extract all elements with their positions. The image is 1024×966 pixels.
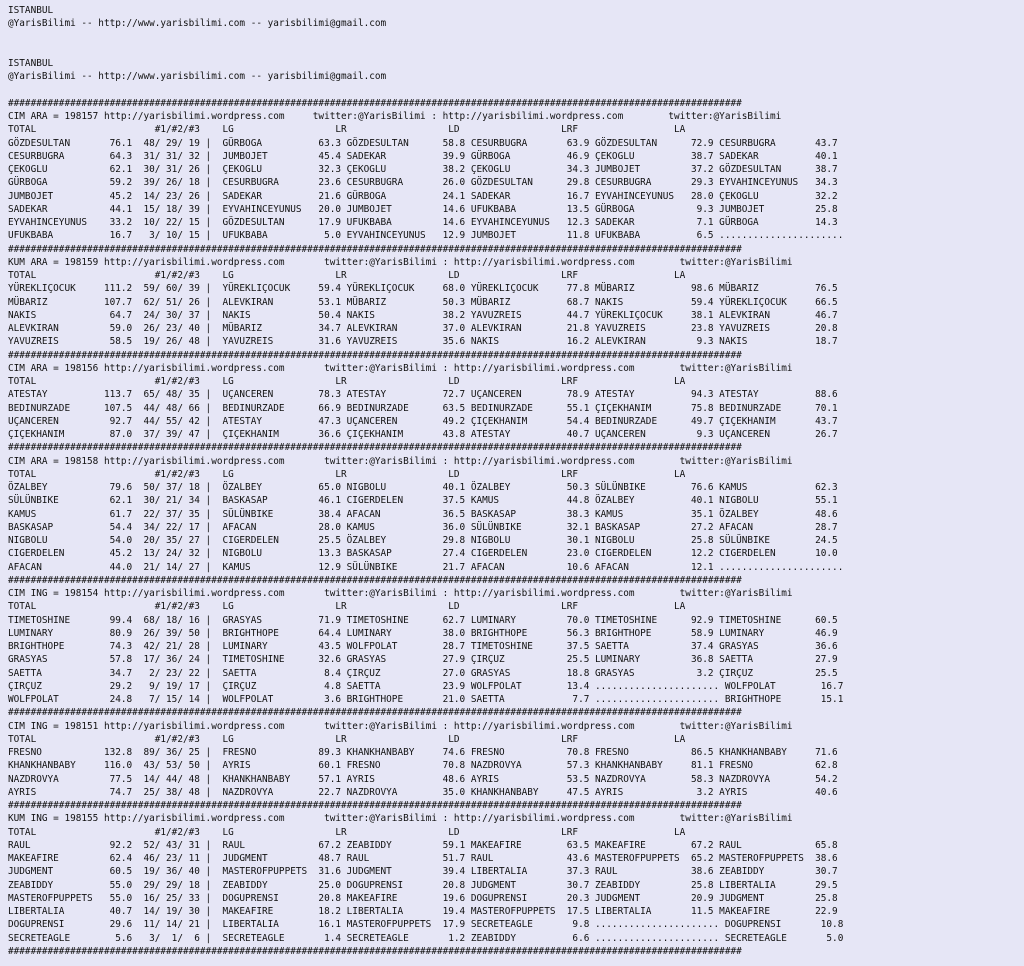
result-row: JUDGMENT 60.5 19/ 36/ 40 | MASTEROFPUPPETS 31.6 JUDGMENT 39.4 LIBERTALIA 37.3 RAUL 38.6 ZEABIDDY 30.7 [8,866,838,878]
race-title: KUM ARA = 198159 http://yarisbilimi.wordpress.com twitter:@YarisBilimi : http://yarisbilimi.wordpress.com twitter:@YarisBilimi [8,256,793,268]
result-row: WOLFPOLAT 24.8 7/ 15/ 14 | WOLFPOLAT 3.6 BRIGHTHOPE 21.0 SAETTA 7.7 ...................... BRIGHTHOPE 15.1 [8,694,844,705]
result-row: ÇIRÇUZ 29.2 9/ 19/ 17 | ÇIRÇUZ 4.8 SAETTA 23.9 WOLFPOLAT 13.4 ...................... WOLFPOLAT 16.7 [8,680,844,692]
result-row: GRASYAS 57.8 17/ 36/ 24 | TIMETOSHINE 32.6 GRASYAS 27.9 ÇIRÇUZ 25.5 LUMINARY 36.8 SAETTA 27.9 [8,654,838,666]
race-title: CIM ARA = 198158 http://yarisbilimi.wordpress.com twitter:@YarisBilimi : http://yarisbilimi.wordpress.com twitter:@YarisBilimi [8,455,793,467]
race-title: CIM ARA = 198156 http://yarisbilimi.wordpress.com twitter:@YarisBilimi : http://yarisbilimi.wordpress.com twitter:@YarisBilimi [8,362,793,374]
separator-line: ################################################################################################################################## [8,574,742,586]
result-row: SAETTA 34.7 2/ 23/ 22 | SAETTA 8.4 ÇIRÇUZ 27.0 GRASYAS 18.8 GRASYAS 3.2 ÇIRÇUZ 25.5 [8,667,838,679]
result-row: MAKEAFIRE 62.4 46/ 23/ 11 | JUDGMENT 48.7 RAUL 51.7 RAUL 43.6 MASTEROFPUPPETS 65.2 MASTEROFPUPPETS 38.6 [8,853,838,864]
result-row: BRIGHTHOPE 74.3 42/ 21/ 28 | LUMINARY 43.5 WOLFPOLAT 28.7 TIMETOSHINE 37.5 SAETTA 37.4 GRASYAS 36.6 [8,641,838,652]
column-header: TOTAL #1/#2/#3 LG LR LD LRF LA [8,124,686,136]
column-header: TOTAL #1/#2/#3 LG LR LD LRF LA [8,270,686,281]
result-row: GÖZDESULTAN 76.1 48/ 29/ 19 | GÜRBOGA 63.3 GÖZDESULTAN 58.8 CESURBUGRA 63.9 GÖZDESULTAN 72.9 CESURBUGRA 43.7 [8,137,838,149]
result-row: KHANKHANBABY 116.0 43/ 53/ 50 | AYRIS 60.1 FRESNO 70.8 NAZDROVYA 57.3 KHANKHANBABY 81.1 FRESNO 62.8 [8,760,838,772]
result-row: ZEABIDDY 55.0 29/ 29/ 18 | ZEABIDDY 25.0 DOGUPRENSI 20.8 JUDGMENT 30.7 ZEABIDDY 25.8 LIBERTALIA 29.5 [8,879,838,891]
header-contact-repeat: @YarisBilimi -- http://www.yarisbilimi.com -- yarisbilimi@gmail.com [8,71,387,83]
separator-line: ################################################################################################################################## [8,800,742,811]
result-row: DOGUPRENSI 29.6 11/ 14/ 21 | LIBERTALIA 16.1 MASTEROFPUPPETS 17.9 SECRETEAGLE 9.8 ...................... DOGUPRENSI 10.8 [8,919,844,931]
race-title: KUM ING = 198155 http://yarisbilimi.wordpress.com twitter:@YarisBilimi : http://yarisbilimi.wordpress.com twitter:@YarisBilimi [8,813,793,825]
race-title: CIM ARA = 198157 http://yarisbilimi.wordpress.com twitter:@YarisBilimi : http://yarisbilimi.wordpress.com twitter:@YarisBilimi [8,111,782,122]
separator-line: ################################################################################################################################## [8,97,742,109]
result-row: RAUL 92.2 52/ 43/ 31 | RAUL 67.2 ZEABIDDY 59.1 MAKEAFIRE 63.5 MAKEAFIRE 67.2 RAUL 65.8 [8,839,838,851]
result-row: YAVUZREIS 58.5 19/ 26/ 48 | YAVUZREIS 31.6 YAVUZREIS 35.6 NAKIS 16.2 ALEVKIRAN 9.3 NAKIS 18.7 [8,336,838,348]
result-row: JUMBOJET 45.2 14/ 23/ 26 | SADEKAR 21.6 GÜRBOGA 24.1 SADEKAR 16.7 EYVAHINCEYUNUS 28.0 ÇEKOGLU 32.2 [8,190,838,202]
separator-line: ################################################################################################################################## [8,243,742,255]
result-row: GÜRBOGA 59.2 39/ 26/ 18 | CESURBUGRA 23.6 CESURBUGRA 26.0 GÖZDESULTAN 29.8 CESURBUGRA 29.3 EYVAHINCEYUNUS 34.3 [8,177,838,189]
column-header: TOTAL #1/#2/#3 LG LR LD LRF LA [8,826,686,838]
result-row: ALEVKIRAN 59.0 26/ 23/ 40 | MÜBARIZ 34.7 ALEVKIRAN 37.0 ALEVKIRAN 21.8 YAVUZREIS 23.8 YAVUZREIS 20.8 [8,323,838,334]
result-row: CESURBUGRA 64.3 31/ 31/ 32 | JUMBOJET 45.4 SADEKAR 39.9 GÜRBOGA 46.9 ÇEKOGLU 38.7 SADEKAR 40.1 [8,150,838,162]
separator-line: ################################################################################################################################## [8,945,742,957]
result-row: MÜBARIZ 107.7 62/ 51/ 26 | ALEVKIRAN 53.1 MÜBARIZ 50.3 MÜBARIZ 68.7 NAKIS 59.4 YÜREKLIÇOCUK 66.5 [8,296,838,308]
column-header: TOTAL #1/#2/#3 LG LR LD LRF LA [8,376,686,387]
result-row: ÇEKOGLU 62.1 30/ 31/ 26 | ÇEKOGLU 32.3 ÇEKOGLU 38.2 ÇEKOGLU 34.3 JUMBOJET 37.2 GÖZDESULTAN 38.7 [8,164,838,175]
result-row: MASTEROFPUPPETS 55.0 16/ 25/ 33 | DOGUPRENSI 20.8 MAKEAFIRE 19.6 DOGUPRENSI 20.3 JUDGMENT 20.9 JUDGMENT 25.8 [8,892,838,904]
result-row: SECRETEAGLE 5.6 3/ 1/ 6 | SECRETEAGLE 1.4 SECRETEAGLE 1.2 ZEABIDDY 6.6 ...................... SECRETEAGLE 5.0 [8,932,844,944]
result-row: UÇANCEREN 92.7 44/ 55/ 42 | ATESTAY 47.3 UÇANCEREN 49.2 ÇIÇEKHANIM 54.4 BEDINURZADE 49.7 ÇIÇEKHANIM 43.7 [8,415,838,427]
result-row: BEDINURZADE 107.5 44/ 48/ 66 | BEDINURZADE 66.9 BEDINURZADE 63.5 BEDINURZADE 55.1 ÇIÇEKHANIM 75.8 BEDINURZADE 70.1 [8,402,838,414]
result-row: ÇIÇEKHANIM 87.0 37/ 39/ 47 | ÇIÇEKHANIM 36.6 ÇIÇEKHANIM 43.8 ATESTAY 40.7 UÇANCEREN 9.3 UÇANCEREN 26.7 [8,429,838,440]
result-row: YÜREKLIÇOCUK 111.2 59/ 60/ 39 | YÜREKLIÇOCUK 59.4 YÜREKLIÇOCUK 68.0 YÜREKLIÇOCUK 77.8 MÜBARIZ 98.6 MÜBARIZ 76.5 [8,283,838,295]
result-row: BASKASAP 54.4 34/ 22/ 17 | AFACAN 28.0 KAMUS 36.0 SÜLÜNBIKE 32.1 BASKASAP 27.2 AFACAN 28.7 [8,521,838,533]
result-row: FRESNO 132.8 89/ 36/ 25 | FRESNO 89.3 KHANKHANBABY 74.6 FRESNO 70.8 FRESNO 86.5 KHANKHANBABY 71.6 [8,747,838,758]
result-row: ATESTAY 113.7 65/ 48/ 35 | UÇANCEREN 78.3 ATESTAY 72.7 UÇANCEREN 78.9 ATESTAY 94.3 ATESTAY 88.6 [8,389,838,401]
result-row: NIGBOLU 54.0 20/ 35/ 27 | CIGERDELEN 25.5 ÖZALBEY 29.8 NIGBOLU 30.1 NIGBOLU 25.8 SÜLÜNBIKE 24.5 [8,535,838,546]
result-row: EYVAHINCEYUNUS 33.2 10/ 22/ 15 | GÖZDESULTAN 17.9 UFUKBABA 14.6 EYVAHINCEYUNUS 12.3 SADEKAR 7.1 GÜRBOGA 14.3 [8,217,838,228]
column-header: TOTAL #1/#2/#3 LG LR LD LRF LA [8,733,686,745]
result-row: CIGERDELEN 45.2 13/ 24/ 32 | NIGBOLU 13.3 BASKASAP 27.4 CIGERDELEN 23.0 CIGERDELEN 12.2 CIGERDELEN 10.0 [8,548,838,560]
result-row: UFUKBABA 16.7 3/ 10/ 15 | UFUKBABA 5.0 EYVAHINCEYUNUS 12.9 JUMBOJET 11.8 UFUKBABA 6.5 ...................... [8,230,844,242]
result-row: ÖZALBEY 79.6 50/ 37/ 18 | ÖZALBEY 65.0 NIGBOLU 40.1 ÖZALBEY 50.3 SÜLÜNBIKE 76.6 KAMUS 62.3 [8,482,838,493]
header-city-repeat: ISTANBUL [8,58,54,69]
result-row: NAZDROVYA 77.5 14/ 44/ 48 | KHANKHANBABY 57.1 AYRIS 48.6 AYRIS 53.5 NAZDROVYA 58.3 NAZDROVYA 54.2 [8,773,838,785]
result-row: LIBERTALIA 40.7 14/ 19/ 30 | MAKEAFIRE 18.2 LIBERTALIA 19.4 MASTEROFPUPPETS 17.5 LIBERTALIA 11.5 MAKEAFIRE 22.9 [8,906,838,917]
result-row: NAKIS 64.7 24/ 30/ 37 | NAKIS 50.4 NAKIS 38.2 YAVUZREIS 44.7 YÜREKLIÇOCUK 38.1 ALEVKIRAN 46.7 [8,309,838,321]
race-tables [8,98,843,957]
result-row: AFACAN 44.0 21/ 14/ 27 | KAMUS 12.9 SÜLÜNBIKE 21.7 AFACAN 10.6 AFACAN 12.1 ...................... [8,561,844,573]
result-row: AYRIS 74.7 25/ 38/ 48 | NAZDROVYA 22.7 NAZDROVYA 35.0 KHANKHANBABY 47.5 AYRIS 3.2 AYRIS 40.6 [8,786,838,798]
result-row: KAMUS 61.7 22/ 37/ 35 | SÜLÜNBIKE 38.4 AFACAN 36.5 BASKASAP 38.3 KAMUS 35.1 ÖZALBEY 48.6 [8,508,838,520]
header-contact: @YarisBilimi -- http://www.yarisbilimi.com -- yarisbilimi@gmail.com [8,18,387,30]
result-row: LUMINARY 80.9 26/ 39/ 50 | BRIGHTHOPE 64.4 LUMINARY 38.0 BRIGHTHOPE 56.3 BRIGHTHOPE 58.9 LUMINARY 46.9 [8,627,838,639]
separator-line: ################################################################################################################################## [8,349,742,361]
result-row: SADEKAR 44.1 15/ 18/ 39 | EYVAHINCEYUNUS 20.0 JUMBOJET 14.6 UFUKBABA 13.5 GÜRBOGA 9.3 JUMBOJET 25.8 [8,203,838,215]
result-row: SÜLÜNBIKE 62.1 30/ 21/ 34 | BASKASAP 46.1 CIGERDELEN 37.5 KAMUS 44.8 ÖZALBEY 40.1 NIGBOLU 55.1 [8,495,838,507]
result-row: TIMETOSHINE 99.4 68/ 18/ 16 | GRASYAS 71.9 TIMETOSHINE 62.7 LUMINARY 70.0 TIMETOSHINE 92.9 TIMETOSHINE 60.5 [8,614,838,626]
column-header: TOTAL #1/#2/#3 LG LR LD LRF LA [8,601,686,613]
separator-line: ################################################################################################################################## [8,442,742,454]
column-header: TOTAL #1/#2/#3 LG LR LD LRF LA [8,468,686,480]
race-title: CIM ING = 198154 http://yarisbilimi.wordpress.com twitter:@YarisBilimi : http://yarisbilimi.wordpress.com twitter:@YarisBilimi [8,588,793,599]
header-city: ISTANBUL [8,5,54,16]
race-title: CIM ING = 198151 http://yarisbilimi.wordpress.com twitter:@YarisBilimi : http://yarisbilimi.wordpress.com twitter:@YarisBilimi [8,720,793,732]
separator-line: ################################################################################################################################## [8,707,742,719]
